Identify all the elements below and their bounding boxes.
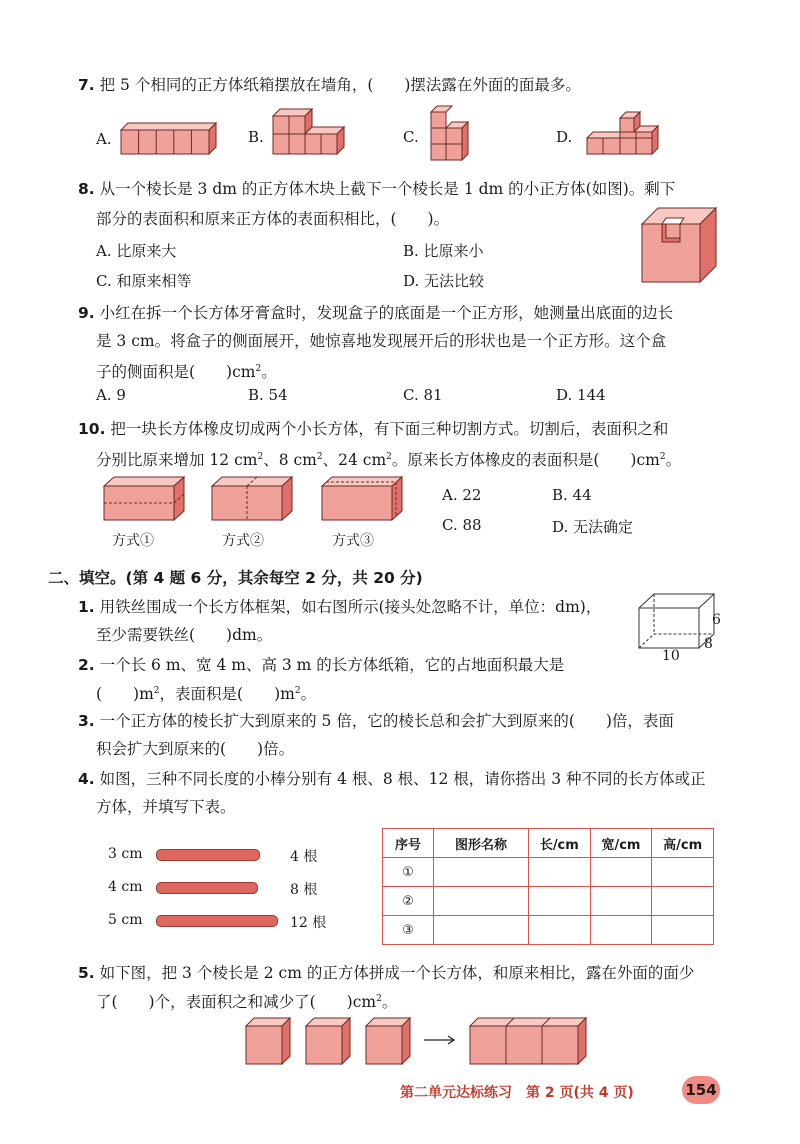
stick-count-4cm: 8 根 [290, 882, 318, 898]
table-cell[interactable] [434, 916, 529, 945]
q7-option-b[interactable]: B. [248, 128, 264, 146]
table-row-index: ③ [383, 916, 434, 945]
stick-length-3cm: 3 cm [108, 846, 143, 862]
stick-length-4cm: 4 cm [108, 879, 143, 895]
q7-text: 7. 把 5 个相同的正方体纸箱摆放在墙角，( )摆法露在外面的面最多。 [78, 76, 581, 94]
q7-figure-a [116, 118, 226, 158]
f1-dim-height: 6 [712, 612, 721, 628]
q10-line1: 10. 把一块长方体橡皮切成两个小长方体，有下面三种切割方式。切割后，表面积之和 [78, 420, 669, 438]
q10-cut-figure-3 [318, 474, 408, 524]
table-header-length: 长/cm [529, 829, 591, 858]
single-cube-3 [366, 1018, 410, 1064]
q10-cut-figure-2 [208, 474, 298, 524]
f3-line2: 积会扩大到原来的( )倍。 [96, 740, 295, 758]
q9-option-b[interactable]: B. 54 [248, 386, 288, 404]
section-2-title: 二、填空。(第 4 题 6 分，其余每空 2 分，共 20 分) [48, 569, 423, 587]
table-cell[interactable] [590, 858, 652, 887]
stick-4cm [156, 882, 258, 894]
table-cell[interactable] [529, 887, 591, 916]
q7-figure-c [426, 100, 476, 162]
f5-line1: 5. 如下图，把 3 个棱长是 2 cm 的正方体拼成一个长方体，和原来相比，露在外面的面少 [78, 964, 695, 982]
q10-option-d[interactable]: D. 无法确定 [552, 518, 634, 536]
stick-3cm [156, 849, 260, 861]
table-row-index: ② [383, 887, 434, 916]
table-cell[interactable] [652, 916, 714, 945]
table-header-index: 序号 [383, 829, 434, 858]
f5-cubes-figure [242, 1014, 722, 1070]
q7-option-c[interactable]: C. [403, 128, 419, 146]
q10-caption-2: 方式② [222, 533, 264, 549]
q10-caption-3: 方式③ [332, 533, 374, 549]
q10-option-a[interactable]: A. 22 [442, 486, 482, 504]
q8-option-d[interactable]: D. 无法比较 [403, 272, 485, 290]
q10-cut-figure-1 [100, 474, 190, 524]
table-cell[interactable] [590, 916, 652, 945]
page-number: 154 [682, 1076, 720, 1104]
q9-line2: 是 3 cm。将盒子的侧面展开，她惊喜地发现展开后的形状也是一个正方形。这个盒 [96, 332, 667, 350]
stick-count-5cm: 12 根 [290, 915, 327, 931]
stick-5cm [156, 915, 278, 927]
table-cell[interactable] [652, 887, 714, 916]
single-cube-1 [246, 1018, 290, 1064]
f1-dim-width: 8 [704, 636, 713, 652]
q7-option-a[interactable]: A. [96, 130, 112, 148]
stick-length-5cm: 5 cm [108, 912, 143, 928]
q9-option-a[interactable]: A. 9 [96, 386, 126, 404]
q8-cut-cube-figure [640, 206, 720, 286]
table-cell[interactable] [652, 858, 714, 887]
q8-option-b[interactable]: B. 比原来小 [403, 242, 484, 260]
f3-line1: 3. 一个正方体的棱长扩大到原来的 5 倍，它的棱长总和会扩大到原来的( )倍，表面 [78, 712, 674, 730]
q8-option-c[interactable]: C. 和原来相等 [96, 272, 192, 290]
shape-table [382, 828, 714, 945]
q7-figure-d [582, 106, 662, 158]
table-cell[interactable] [434, 858, 529, 887]
q10-option-c[interactable]: C. 88 [442, 516, 482, 534]
q7-option-d[interactable]: D. [556, 128, 573, 146]
q10-option-b[interactable]: B. 44 [552, 486, 592, 504]
q9-option-c[interactable]: C. 81 [403, 386, 443, 404]
f1-dim-length: 10 [662, 648, 680, 664]
f2-line1: 2. 一个长 6 m、宽 4 m、高 3 m 的长方体纸箱，它的占地面积最大是 [78, 656, 565, 674]
table-header-width: 宽/cm [590, 829, 652, 858]
f2-line2: ( )$m^2$，表面积是( )$m^2$。 [96, 685, 317, 704]
table-row [383, 858, 714, 887]
q8-line2: 部分的表面积和原来正方体的表面积相比，( )。 [96, 210, 450, 228]
table-cell[interactable] [529, 916, 591, 945]
table-row [383, 887, 714, 916]
table-cell[interactable] [529, 858, 591, 887]
q10-caption-1: 方式① [112, 533, 154, 549]
q10-line2: 分别比原来增加 12 $cm^2$、8 $cm^2$、24 $cm^2$。原来长方体橡皮的表面积是( )$cm^2$。 [96, 451, 682, 470]
stick-count-3cm: 4 根 [290, 849, 318, 865]
table-header-name: 图形名称 [434, 829, 529, 858]
table-row [383, 916, 714, 945]
f5-line2: 了( )个，表面积之和减少了( )$cm^2$。 [96, 993, 398, 1012]
table-row-index: ① [383, 858, 434, 887]
q9-line3: 子的侧面积是( )$cm^2$。 [96, 363, 277, 382]
q9-option-d[interactable]: D. 144 [556, 386, 606, 404]
q8-option-a[interactable]: A. 比原来大 [96, 242, 177, 260]
f4-line1: 4. 如图，三种不同长度的小棒分别有 4 根、8 根、12 根，请你搭出 3 种不同的长方体或正 [78, 770, 706, 788]
table-cell[interactable] [434, 887, 529, 916]
single-cube-2 [306, 1018, 350, 1064]
footer-text: 第二单元达标练习 第 2 页(共 4 页) [400, 1085, 634, 1101]
q7-figure-b [268, 104, 348, 160]
table-header-height: 高/cm [652, 829, 714, 858]
f1-line1: 1. 用铁丝围成一个长方体框架，如右图所示(接头处忽略不计，单位：dm)， [78, 598, 602, 616]
q9-line1: 9. 小红在拆一个长方体牙膏盒时，发现盒子的底面是一个正方形，她测量出底面的边长 [78, 304, 674, 322]
f1-line2: 至少需要铁丝( )dm。 [96, 626, 273, 644]
arrow-icon [424, 1036, 454, 1044]
joined-cuboid [470, 1018, 586, 1064]
q8-line1: 8. 从一个棱长是 3 dm 的正方体木块上截下一个棱长是 1 dm 的小正方体(如图)。剩下 [78, 180, 676, 198]
table-cell[interactable] [590, 887, 652, 916]
f4-line2: 方体，并填写下表。 [96, 798, 236, 816]
